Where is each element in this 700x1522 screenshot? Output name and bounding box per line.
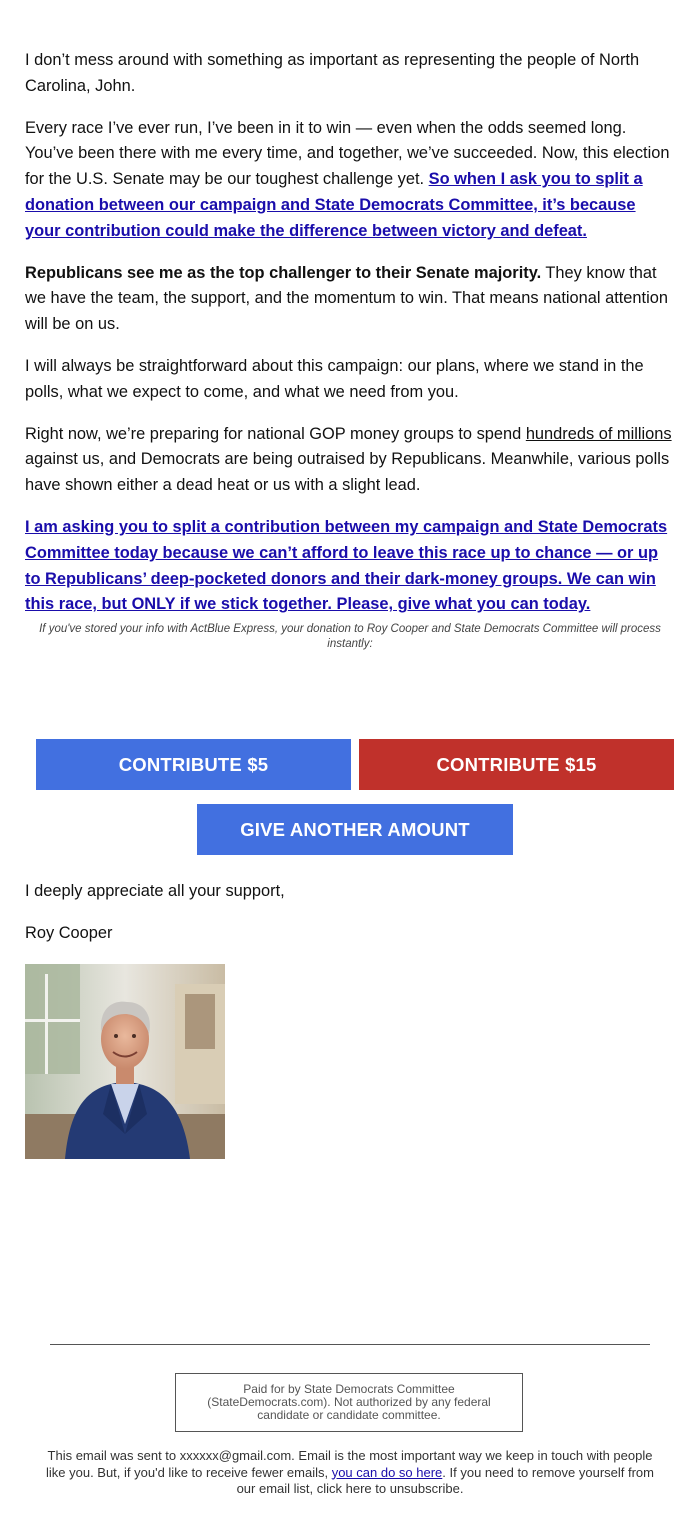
footer-divider — [50, 1344, 650, 1345]
paragraph-republicans — [25, 261, 675, 338]
fewer-emails-link[interactable]: you can do so here — [331, 1464, 443, 1480]
paragraph-intro: I don’t mess around with something as important as representing the people of North Carolina, John. — [25, 51, 640, 95]
paragraph-gop-text-b: against us, and Democrats are being outraised by Republicans. Meanwhile, various polls have shown either a dead heat or us with a slight lead. — [25, 450, 670, 495]
signature-name: Roy Cooper — [25, 924, 113, 942]
paragraph-gop-text-a: Right now, we’re preparing for national GOP money groups to spend — [25, 424, 526, 443]
paragraph-race — [25, 116, 675, 245]
footer-text — [40, 1448, 660, 1498]
hundreds-of-millions-text: hundreds of millions — [525, 424, 672, 443]
paragraph-gop-money — [25, 422, 675, 499]
give-another-amount-button[interactable]: GIVE ANOTHER AMOUNT — [197, 804, 513, 855]
paragraph-republicans-text: They know that we have the team, the support, and the momentum to win. That means national attention will be on us. — [25, 263, 668, 334]
email-body — [25, 48, 675, 652]
paragraph-race-text: Every race I’ve ever run, I’ve been in it to win — even when the odds seemed long. You’ve been there with me every time, and together, we’ve succeeded. Now, this election for the U.S. Senate may be our toughest challenge yet. — [25, 118, 670, 189]
closing-line: I deeply appreciate all your support, — [25, 882, 285, 900]
contribute-15-button[interactable]: CONTRIBUTE $15 — [359, 739, 674, 790]
footer-text-b: . If you need to remove yourself from our email list, click here to unsubscribe. — [236, 1464, 654, 1496]
ask-contribution-link[interactable]: I am asking you to split a contribution between my campaign and State Democrats Committee today because we can’t afford to leave this race up to chance — or up to Republicans’ deep-pocketed donors and their dark-money groups. We can win this race, but ONLY if we stick together. Please, give what you can today. — [25, 517, 668, 614]
paragraph-republicans-bold: Republicans see me as the top challenger to their Senate majority. — [25, 263, 542, 282]
paragraph-straightforward: I will always be straightforward about this campaign: our plans, where we stand in the polls, what we expect to come, and what we need from you. — [25, 356, 644, 401]
footer-text-a: This email was sent to xxxxxx@gmail.com. Email is the most important way we keep in touch with people like you. But, if you'd like to receive fewer emails, — [45, 1448, 653, 1480]
candidate-photo-illustration — [25, 964, 225, 1159]
contribute-5-button[interactable]: CONTRIBUTE $5 — [36, 739, 351, 790]
split-donation-link[interactable]: So when I ask you to split a donation between our campaign and State Democrats Committee, it’s because your contribution could make the difference between victory and defeat. — [25, 170, 643, 240]
paragraph-ask — [25, 515, 675, 618]
paid-for-disclaimer: Paid for by State Democrats Committee (StateDemocrats.com). Not authorized by any federal candidate or candidate committee. — [175, 1373, 523, 1432]
actblue-express-note: If you've stored your info with ActBlue Express, your donation to Roy Cooper and State Democrats Committee will process instantly: — [39, 623, 661, 651]
candidate-photo — [25, 964, 225, 1159]
